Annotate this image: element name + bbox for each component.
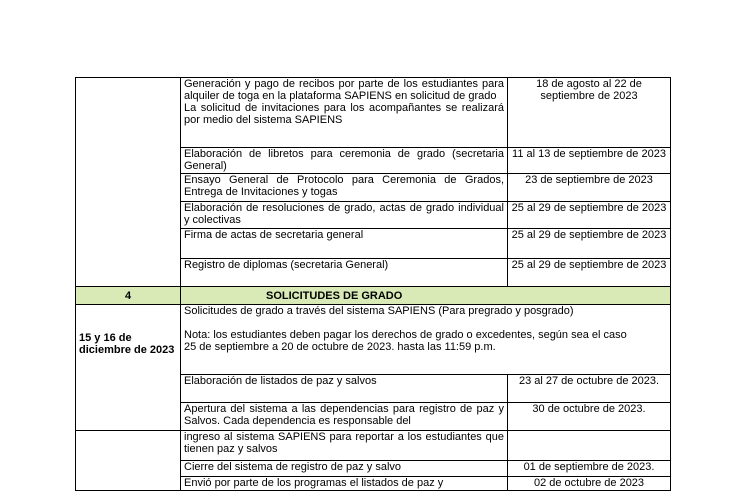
activity-cell: Elaboración de listados de paz y salvos <box>181 375 508 403</box>
date-cell: 30 de octubre de 2023. <box>508 403 671 431</box>
date-cell: 25 al 29 de septiembre de 2023 <box>508 202 671 229</box>
table-row <box>76 305 671 375</box>
activity-cell: Cierre del sistema de registro de paz y salvo <box>181 461 508 477</box>
activity-cell: Ensayo General de Protocolo para Ceremonia de Grados, Entrega de Invitaciones y togas <box>181 174 508 202</box>
activity-cell: Elaboración de resoluciones de grado, actas de grado individual y colectivas <box>181 202 508 229</box>
activity-text: Generación y pago de recibos por parte de los estudiantes para alquiler de toga en la plataforma SAPIENS en solicitud de grado <box>184 78 504 102</box>
activity-cell <box>181 78 508 148</box>
group-date-cell: 15 y 16 de diciembre de 2023 <box>76 305 181 431</box>
range-text: 25 de septiembre a 20 de octubre de 2023. hasta las 11:59 p.m. <box>184 341 496 353</box>
date-cell: 02 de octubre de 2023 <box>508 477 671 491</box>
section-header-row <box>76 287 671 305</box>
date-cell: 18 de agosto al 22 de septiembre de 2023 <box>508 78 671 148</box>
activity-cell: Registro de diplomas (secretaria General) <box>181 259 508 287</box>
table-row <box>76 431 671 461</box>
date-cell: 01 de septiembre de 2023. <box>508 461 671 477</box>
schedule-table <box>75 77 671 491</box>
solicitudes-text: Solicitudes de grado a través del sistema SAPIENS (Para pregrado y posgrado) <box>184 305 574 317</box>
activity-cell: Firma de actas de secretaria general <box>181 229 508 259</box>
blank-cell <box>76 431 181 491</box>
date-cell: 25 al 29 de septiembre de 2023 <box>508 259 671 287</box>
activity-cell: Elaboración de libretos para ceremonia de grado (secretaria General) <box>181 148 508 174</box>
section-number: 4 <box>76 287 181 305</box>
date-cell: 23 de septiembre de 2023 <box>508 174 671 202</box>
date-cell: 25 al 29 de septiembre de 2023 <box>508 229 671 259</box>
table-row <box>76 78 671 148</box>
activity-cell: Apertura del sistema a las dependencias para registro de paz y Salvos. Cada dependencia es responsable del <box>181 403 508 431</box>
spacer <box>184 317 667 329</box>
date-cell: 11 al 13 de septiembre de 2023 <box>508 148 671 174</box>
date-cell: 23 al 27 de octubre de 2023. <box>508 375 671 403</box>
activity-cell: ingreso al sistema SAPIENS para reportar a los estudiantes que tienen paz y salvos <box>181 431 508 461</box>
section-title: SOLICITUDES DE GRADO <box>181 287 671 305</box>
solicitudes-cell <box>181 305 671 375</box>
blank-cell <box>76 78 181 287</box>
note-text: Nota: los estudiantes deben pagar los derechos de grado o excedentes, según sea el caso <box>184 329 627 341</box>
date-cell <box>508 431 671 461</box>
activity-cell: Envió por parte de los programas el listados de paz y <box>181 477 508 491</box>
activity-text: La solicitud de invitaciones para los acompañantes se realizará por medio del sistema SAPIENS <box>184 102 504 126</box>
